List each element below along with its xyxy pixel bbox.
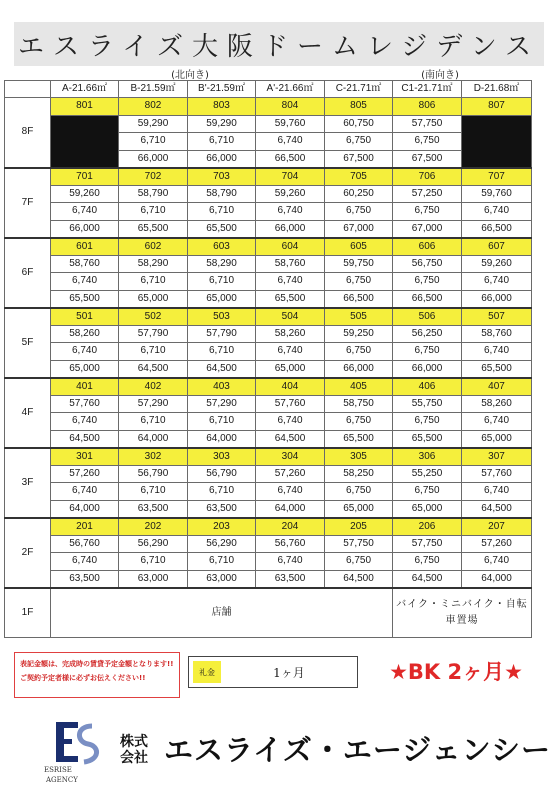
rent-cell: 57,260	[256, 465, 325, 483]
common-fee-cell: 6,750	[393, 343, 462, 361]
total-cell: 66,500	[256, 150, 325, 168]
notice-line: 表記金額は、完成時の賃貸予定金額となります!!	[20, 660, 174, 668]
page-title: エスライズ大阪ドームレジデンス	[14, 22, 544, 66]
unit-number: 701	[51, 168, 119, 186]
unit-number: 207	[462, 518, 532, 536]
column-header: A-21.66㎡	[51, 81, 119, 98]
unit-number: 804	[256, 98, 325, 116]
common-fee-cell: 6,710	[119, 483, 188, 501]
rent-cell: 59,760	[256, 115, 325, 133]
floor-label: 3F	[5, 448, 51, 518]
total-cell: 66,000	[462, 290, 532, 308]
rent-cell: 58,290	[188, 255, 256, 273]
table-row	[5, 518, 532, 536]
total-cell: 64,000	[188, 430, 256, 448]
table-row	[5, 448, 532, 466]
total-cell: 64,000	[462, 570, 532, 588]
total-cell: 65,000	[325, 500, 393, 518]
common-fee-cell: 6,710	[188, 133, 256, 151]
rent-cell: 56,760	[51, 535, 119, 553]
unit-number: 303	[188, 448, 256, 466]
common-fee-cell: 6,740	[256, 133, 325, 151]
common-fee-cell: 6,750	[393, 133, 462, 151]
table-row	[5, 483, 532, 501]
unit-number: 205	[325, 518, 393, 536]
total-cell: 65,500	[393, 430, 462, 448]
total-cell: 63,500	[51, 570, 119, 588]
north-facing-label: (北向き)	[171, 70, 209, 81]
floor-label: 4F	[5, 378, 51, 448]
unit-number: 305	[325, 448, 393, 466]
rent-cell: 57,750	[393, 115, 462, 133]
rent-cell: 57,260	[462, 535, 532, 553]
header-corner	[5, 81, 51, 98]
common-fee-cell: 6,710	[188, 413, 256, 431]
common-fee-cell: 6,740	[51, 553, 119, 571]
total-cell: 65,500	[119, 220, 188, 238]
rent-cell: 58,790	[119, 185, 188, 203]
unit-number: 806	[393, 98, 462, 116]
common-fee-cell: 6,740	[51, 203, 119, 221]
common-fee-cell: 6,710	[119, 413, 188, 431]
common-fee-cell: 6,740	[462, 483, 532, 501]
rent-cell: 58,760	[51, 255, 119, 273]
company-type-text: 株式会社	[120, 734, 148, 766]
column-header: A'-21.66㎡	[256, 81, 325, 98]
total-cell: 65,000	[256, 360, 325, 378]
common-fee-cell: 6,750	[325, 343, 393, 361]
parking-cell: バイク・ミニバイク・自転車置場	[393, 588, 532, 638]
rent-cell: 57,250	[393, 185, 462, 203]
rent-cell: 58,290	[119, 255, 188, 273]
common-fee-cell: 6,740	[256, 413, 325, 431]
table-row	[5, 395, 532, 413]
total-cell: 66,000	[51, 220, 119, 238]
rent-cell: 55,750	[393, 395, 462, 413]
common-fee-cell: 6,710	[119, 273, 188, 291]
key-money-label: 礼金	[193, 661, 221, 683]
unit-number: 802	[119, 98, 188, 116]
table-row	[5, 413, 532, 431]
common-fee-cell: 6,750	[393, 203, 462, 221]
unit-number: 306	[393, 448, 462, 466]
unit-number: 403	[188, 378, 256, 396]
total-cell: 66,000	[325, 360, 393, 378]
common-fee-cell: 6,750	[325, 553, 393, 571]
rent-cell: 59,260	[256, 185, 325, 203]
unit-number: 606	[393, 238, 462, 256]
total-cell: 66,000	[393, 360, 462, 378]
unit-number: 406	[393, 378, 462, 396]
rent-cell: 58,790	[188, 185, 256, 203]
unit-number: 702	[119, 168, 188, 186]
unit-number: 404	[256, 378, 325, 396]
shop-cell: 店舗	[51, 588, 393, 638]
total-cell: 66,500	[325, 290, 393, 308]
table-row	[5, 290, 532, 308]
key-money-value: 1ヶ月	[273, 665, 305, 680]
table-row	[5, 220, 532, 238]
floor-label: 7F	[5, 168, 51, 238]
total-cell: 63,000	[188, 570, 256, 588]
rent-cell: 57,260	[51, 465, 119, 483]
rent-cell: 58,260	[51, 325, 119, 343]
total-cell: 65,500	[462, 360, 532, 378]
common-fee-cell: 6,710	[188, 483, 256, 501]
table-row	[5, 570, 532, 588]
common-fee-cell: 6,740	[462, 203, 532, 221]
rent-cell: 57,760	[462, 465, 532, 483]
rent-cell: 57,760	[51, 395, 119, 413]
common-fee-cell: 6,740	[256, 273, 325, 291]
common-fee-cell: 6,710	[188, 273, 256, 291]
total-cell: 65,000	[393, 500, 462, 518]
unit-number: 604	[256, 238, 325, 256]
total-cell: 64,000	[51, 500, 119, 518]
total-cell: 64,500	[119, 360, 188, 378]
total-cell: 63,500	[188, 500, 256, 518]
floor-label: 6F	[5, 238, 51, 308]
company-type	[120, 734, 150, 766]
rent-cell: 60,750	[325, 115, 393, 133]
rent-cell: 59,260	[462, 255, 532, 273]
common-fee-cell: 6,710	[188, 343, 256, 361]
common-fee-cell: 6,710	[119, 133, 188, 151]
common-fee-cell: 6,750	[325, 203, 393, 221]
common-fee-cell: 6,740	[51, 483, 119, 501]
total-cell: 66,000	[119, 150, 188, 168]
total-cell: 66,500	[393, 290, 462, 308]
rent-cell: 59,290	[119, 115, 188, 133]
total-cell: 66,000	[188, 150, 256, 168]
common-fee-cell: 6,750	[393, 273, 462, 291]
table-row	[5, 115, 532, 133]
unit-number: 505	[325, 308, 393, 326]
header-row	[5, 81, 532, 98]
rent-cell: 58,260	[462, 395, 532, 413]
column-header: B-21.59㎡	[119, 81, 188, 98]
notice-line: ご契約予定者様に必ずお伝えください!!	[20, 674, 146, 682]
total-cell: 64,500	[393, 570, 462, 588]
floor-label: 1F	[5, 588, 51, 638]
rent-cell: 56,290	[188, 535, 256, 553]
table-row	[5, 168, 532, 186]
common-fee-cell: 6,750	[325, 413, 393, 431]
table-row	[5, 343, 532, 361]
rent-cell: 60,250	[325, 185, 393, 203]
unit-number: 801	[51, 98, 119, 116]
unit-number: 703	[188, 168, 256, 186]
rent-cell: 57,750	[325, 535, 393, 553]
rent-cell: 58,760	[256, 255, 325, 273]
total-cell: 63,500	[256, 570, 325, 588]
common-fee-cell: 6,750	[325, 483, 393, 501]
common-fee-cell: 6,740	[462, 273, 532, 291]
column-header: C-21.71㎡	[325, 81, 393, 98]
common-fee-cell: 6,740	[462, 553, 532, 571]
total-cell: 64,000	[256, 500, 325, 518]
table-row	[5, 255, 532, 273]
unit-number: 204	[256, 518, 325, 536]
rent-cell: 59,750	[325, 255, 393, 273]
unit-number: 407	[462, 378, 532, 396]
total-cell: 63,500	[119, 500, 188, 518]
unit-number: 706	[393, 168, 462, 186]
rent-cell: 59,250	[325, 325, 393, 343]
common-fee-cell: 6,710	[119, 203, 188, 221]
common-fee-cell: 6,710	[188, 203, 256, 221]
total-cell: 63,000	[119, 570, 188, 588]
total-cell: 66,000	[256, 220, 325, 238]
rent-cell: 57,750	[393, 535, 462, 553]
table-row	[5, 553, 532, 571]
common-fee-cell: 6,750	[393, 413, 462, 431]
rent-cell: 57,290	[119, 395, 188, 413]
common-fee-cell: 6,750	[325, 273, 393, 291]
unit-number: 302	[119, 448, 188, 466]
common-fee-cell: 6,740	[462, 343, 532, 361]
table-row	[5, 98, 532, 116]
table-row	[5, 500, 532, 518]
rent-cell: 56,250	[393, 325, 462, 343]
total-cell: 67,500	[325, 150, 393, 168]
table-row	[5, 535, 532, 553]
total-cell: 65,500	[256, 290, 325, 308]
unit-number: 401	[51, 378, 119, 396]
column-header: B'-21.59㎡	[188, 81, 256, 98]
company-name: エスライズ・エージェンシー	[164, 733, 551, 767]
rent-cell: 59,290	[188, 115, 256, 133]
rent-cell: 55,250	[393, 465, 462, 483]
unit-number: 405	[325, 378, 393, 396]
unit-number: 603	[188, 238, 256, 256]
unit-number: 704	[256, 168, 325, 186]
common-fee-cell: 6,710	[119, 343, 188, 361]
rent-cell: 58,260	[256, 325, 325, 343]
total-cell: 64,500	[462, 500, 532, 518]
column-header: D-21.68㎡	[462, 81, 532, 98]
total-cell: 64,500	[256, 430, 325, 448]
total-cell: 65,000	[51, 360, 119, 378]
ground-floor-row	[5, 588, 532, 638]
unit-number: 501	[51, 308, 119, 326]
common-fee-cell: 6,750	[325, 133, 393, 151]
rent-cell: 58,750	[325, 395, 393, 413]
common-fee-cell: 6,740	[256, 203, 325, 221]
south-facing-label: (南向き)	[421, 70, 459, 81]
unavailable-cell	[462, 115, 532, 168]
unit-number: 805	[325, 98, 393, 116]
table-row	[5, 308, 532, 326]
unit-number: 307	[462, 448, 532, 466]
company-en-name: ESRISE	[44, 766, 72, 774]
total-cell: 67,000	[393, 220, 462, 238]
total-cell: 66,500	[462, 220, 532, 238]
common-fee-cell: 6,740	[51, 413, 119, 431]
table-row	[5, 465, 532, 483]
rent-cell: 57,760	[256, 395, 325, 413]
floor-label: 8F	[5, 98, 51, 168]
table-row	[5, 378, 532, 396]
total-cell: 65,000	[119, 290, 188, 308]
rent-cell: 58,760	[462, 325, 532, 343]
total-cell: 67,500	[393, 150, 462, 168]
total-cell: 65,000	[462, 430, 532, 448]
rent-cell: 56,290	[119, 535, 188, 553]
total-cell: 64,500	[325, 570, 393, 588]
total-cell: 65,500	[325, 430, 393, 448]
total-cell: 65,000	[188, 290, 256, 308]
unit-number: 705	[325, 168, 393, 186]
total-cell: 64,000	[119, 430, 188, 448]
rent-cell: 56,790	[188, 465, 256, 483]
unit-number: 803	[188, 98, 256, 116]
floor-label: 2F	[5, 518, 51, 588]
notice-box	[14, 652, 180, 698]
common-fee-cell: 6,740	[256, 483, 325, 501]
common-fee-cell: 6,710	[188, 553, 256, 571]
unavailable-cell	[51, 115, 119, 168]
unit-number: 203	[188, 518, 256, 536]
common-fee-cell: 6,740	[256, 343, 325, 361]
unit-number: 502	[119, 308, 188, 326]
table-row	[5, 185, 532, 203]
total-cell: 64,500	[188, 360, 256, 378]
company-logo	[40, 720, 551, 786]
unit-number: 601	[51, 238, 119, 256]
table-row	[5, 273, 532, 291]
unit-number: 201	[51, 518, 119, 536]
common-fee-cell: 6,740	[462, 413, 532, 431]
table-row	[5, 203, 532, 221]
unit-number: 602	[119, 238, 188, 256]
total-cell: 65,500	[51, 290, 119, 308]
column-header: C1-21.71㎡	[393, 81, 462, 98]
unit-number: 503	[188, 308, 256, 326]
unit-number: 202	[119, 518, 188, 536]
unit-number: 807	[462, 98, 532, 116]
rent-cell: 57,290	[188, 395, 256, 413]
floor-label: 5F	[5, 308, 51, 378]
unit-number: 607	[462, 238, 532, 256]
table-row	[5, 430, 532, 448]
unit-number: 304	[256, 448, 325, 466]
unit-number: 301	[51, 448, 119, 466]
common-fee-cell: 6,740	[51, 343, 119, 361]
rent-cell: 59,260	[51, 185, 119, 203]
unit-number: 206	[393, 518, 462, 536]
rent-cell: 56,750	[393, 255, 462, 273]
unit-number: 504	[256, 308, 325, 326]
company-en-name: AGENCY	[46, 776, 78, 784]
unit-number: 506	[393, 308, 462, 326]
bk-commission: ★BK 2ヶ月★	[389, 660, 523, 684]
rent-cell: 56,760	[256, 535, 325, 553]
common-fee-cell: 6,740	[256, 553, 325, 571]
table-row	[5, 360, 532, 378]
common-fee-cell: 6,710	[119, 553, 188, 571]
common-fee-cell: 6,740	[51, 273, 119, 291]
unit-number: 707	[462, 168, 532, 186]
table-row	[5, 325, 532, 343]
table-row	[5, 238, 532, 256]
unit-number: 507	[462, 308, 532, 326]
total-cell: 65,500	[188, 220, 256, 238]
total-cell: 67,000	[325, 220, 393, 238]
common-fee-cell: 6,750	[393, 483, 462, 501]
common-fee-cell: 6,750	[393, 553, 462, 571]
total-cell: 64,500	[51, 430, 119, 448]
rent-cell: 57,790	[119, 325, 188, 343]
key-money-box	[188, 656, 358, 688]
unit-number: 605	[325, 238, 393, 256]
rent-cell: 59,760	[462, 185, 532, 203]
rent-cell: 58,250	[325, 465, 393, 483]
unit-number: 402	[119, 378, 188, 396]
rent-cell: 57,790	[188, 325, 256, 343]
rent-table	[4, 80, 532, 638]
rent-cell: 56,790	[119, 465, 188, 483]
